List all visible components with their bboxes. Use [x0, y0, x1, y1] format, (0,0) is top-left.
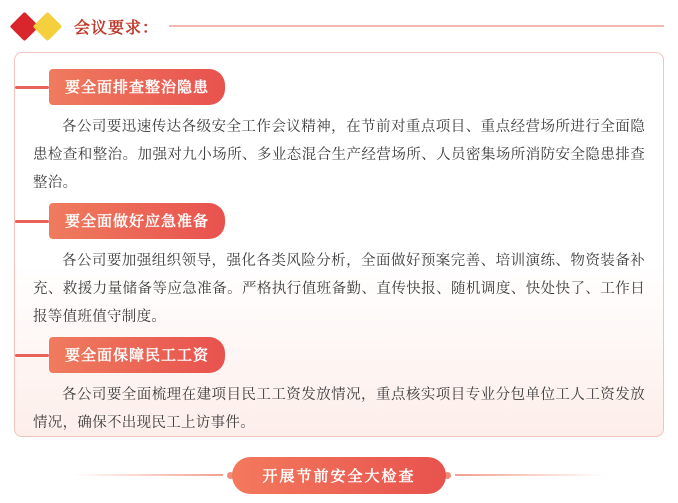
- header-diamond-group: [14, 16, 58, 37]
- footer-line-right: [455, 474, 605, 476]
- section-paragraph: 各公司要全面梳理在建项目民工工资发放情况，重点核实项目专业分包单位工人工资发放情况，确保不出现民工上访事件。: [33, 387, 645, 431]
- requirements-card: [14, 52, 664, 437]
- diamond-yellow-icon: [33, 11, 63, 41]
- section-tag-label: 要全面保障民工工资: [49, 337, 225, 373]
- footer-line-left: [73, 474, 223, 476]
- tag-dash-icon: [15, 354, 49, 357]
- footer-banner: [0, 455, 678, 495]
- header-divider: [169, 25, 664, 27]
- section-paragraph: 各公司要迅速传达各级安全工作会议精神，在节前对重点项目、重点经营场所进行全面隐患检查和整治。加强对九小场所、多业态混合生产经营场所、人员密集场所消防安全隐患排查整治。: [33, 119, 645, 191]
- tag-dash-icon: [15, 86, 49, 89]
- section-tag-row: [15, 69, 645, 105]
- page-title: 会议要求：: [74, 19, 160, 37]
- requirement-section-3: [33, 337, 645, 437]
- section-tag-label: 要全面排查整治隐患: [49, 69, 225, 105]
- requirement-section-2: [33, 203, 645, 331]
- section-tag-row: [15, 337, 645, 373]
- page-header: [0, 0, 678, 52]
- footer-banner-label: 开展节前安全大检查: [232, 457, 445, 494]
- section-tag-row: [15, 203, 645, 239]
- section-tag-label: 要全面做好应急准备: [49, 203, 225, 239]
- requirement-section-1: [33, 69, 645, 197]
- tag-dash-icon: [15, 220, 49, 223]
- section-paragraph: 各公司要加强组织领导，强化各类风险分析，全面做好预案完善、培训演练、物资装备补充、救援力量储备等应急准备。严格执行值班备勤、直传快报、随机调度、快处快了、工作日报等值班值守制度。: [33, 253, 645, 325]
